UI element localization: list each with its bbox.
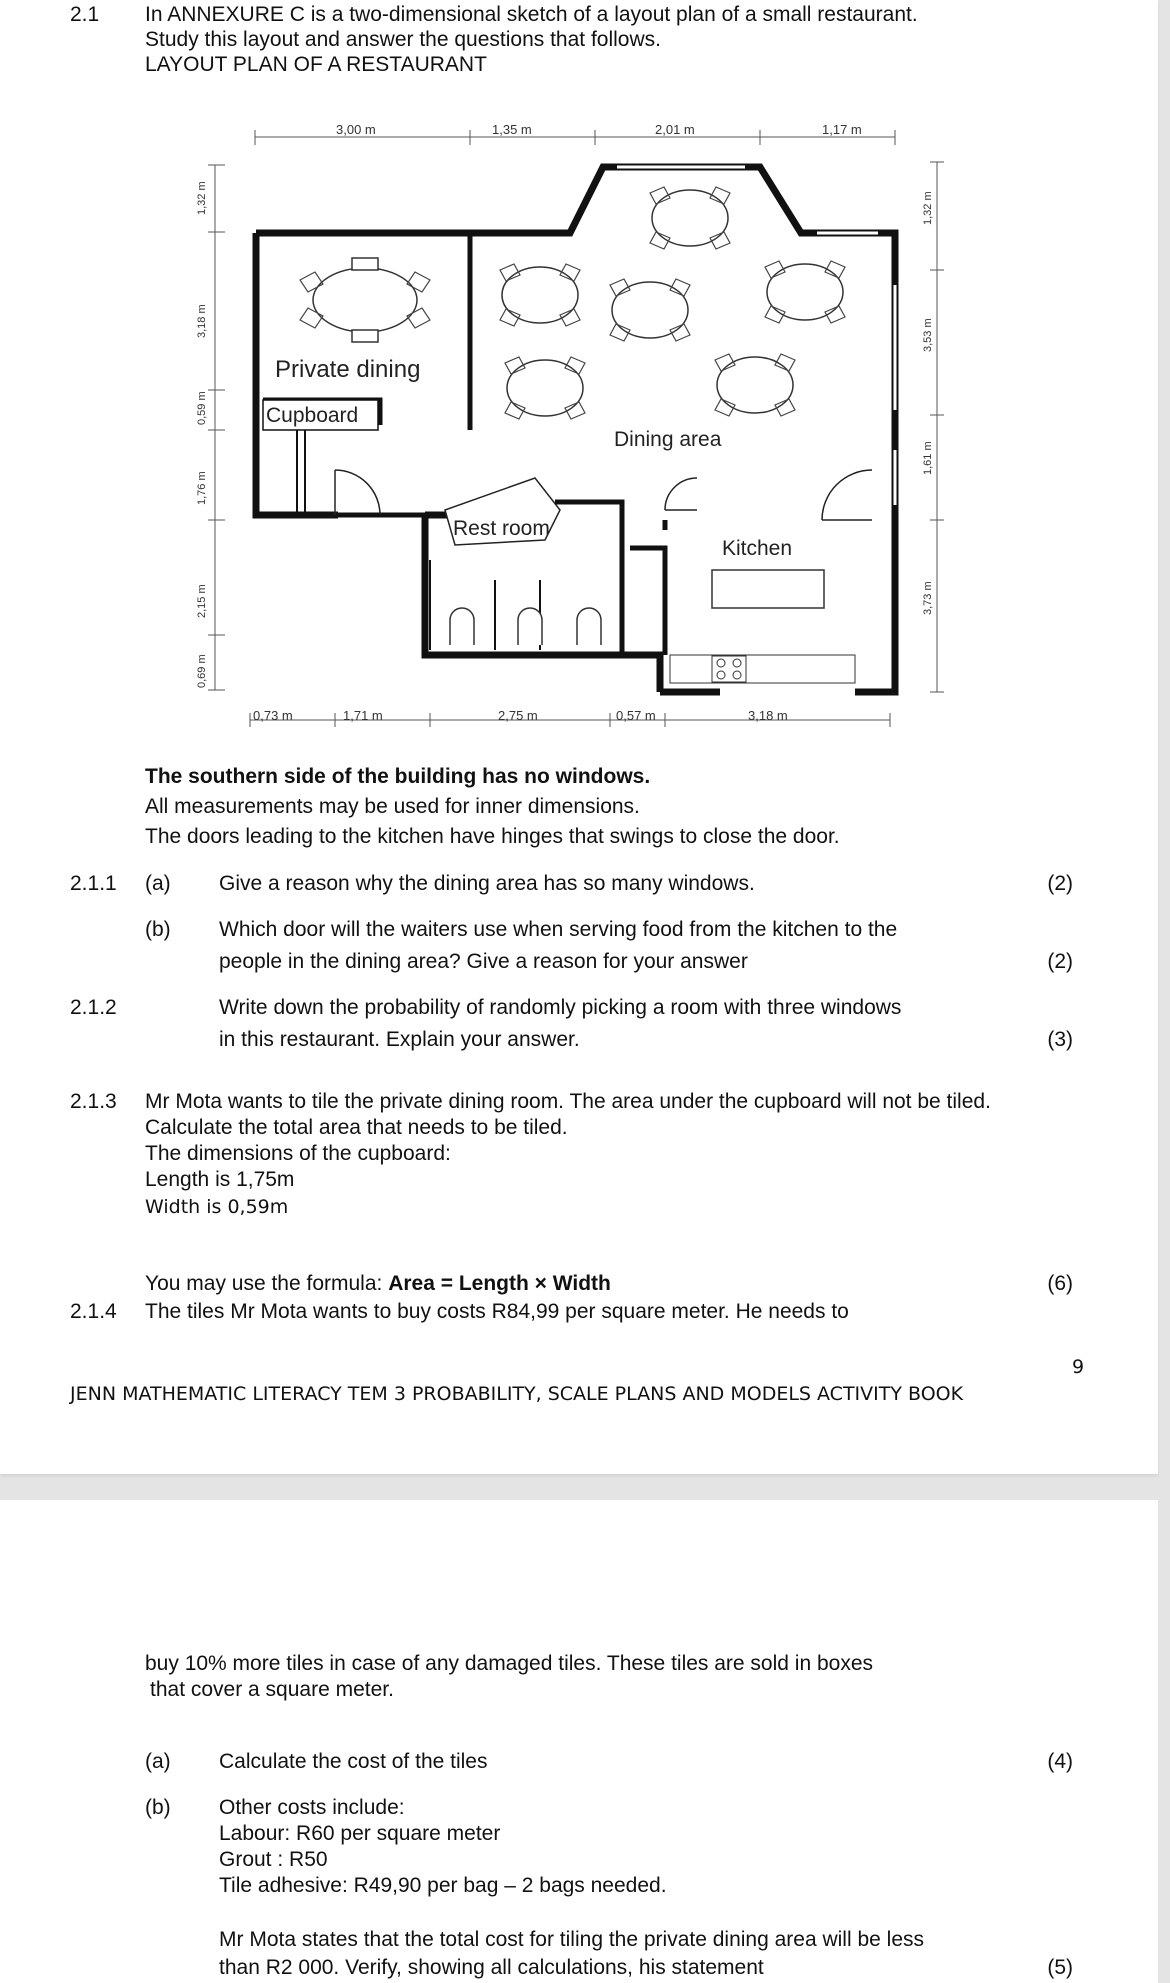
question-text: Mr Mota wants to tile the private dining room. The area under the cupboard will not be tiled. [145,1090,991,1113]
question-text: Labour: R60 per square meter [219,1822,501,1845]
question-text: Write down the probability of randomly picking a room with three windows [219,996,902,1019]
bottom-dim: 3,18 m [748,708,788,723]
marks: (5) [1047,1956,1073,1979]
room-label-dining-area: Dining area [614,428,722,451]
question-number: 2.1.4 [70,1300,117,1323]
left-dim: 0,69 m [196,654,208,688]
toilets [450,608,601,645]
left-dimension-lines [208,165,225,690]
top-dim: 2,01 m [655,122,695,137]
question-text: buy 10% more tiles in case of any damaged tiles. These tiles are sold in boxes [145,1652,874,1675]
formula: Area = Length × Width [388,1272,611,1295]
note-line: All measurements may be used for inner dimensions. [145,795,640,818]
room-label-private-dining: Private dining [275,356,421,383]
plan-title: LAYOUT PLAN OF A RESTAURANT [145,53,487,76]
marks: (6) [1047,1272,1073,1295]
question-text: Grout : R50 [219,1848,328,1871]
question-text: Mr Mota states that the total cost for tiling the private dining area will be less [219,1928,925,1951]
question-text: Tile adhesive: R49,90 per bag – 2 bags needed. [219,1874,667,1897]
room-label-kitchen: Kitchen [722,537,793,560]
question-text: people in the dining area? Give a reason for your answer [219,950,748,973]
bottom-dim: 0,73 m [253,708,293,723]
stove [712,656,746,682]
question-text: in this restaurant. Explain your answer. [219,1028,580,1051]
question-text: Other costs include: [219,1796,405,1819]
question-number: 2.1.2 [70,996,117,1019]
right-dim: 1,61 m [922,441,934,475]
left-dim: 1,76 m [196,471,208,505]
left-dim: 2,15 m [196,584,208,618]
kitchen-counter [712,570,824,608]
right-dim: 1,32 m [922,191,934,225]
question-text: Calculate the total area that needs to be tiled. [145,1116,568,1139]
note-bold: The southern side of the building has no windows. [145,765,651,788]
question-text: The tiles Mr Mota wants to buy costs R84,99 per square meter. He needs to [145,1300,849,1323]
room-label-cupboard: Cupboard [266,404,359,427]
subquestion-label: (a) [145,872,171,895]
question-text: Give a reason why the dining area has so many windows. [219,872,755,895]
question-text: Length is 1,75m [145,1168,295,1191]
question-text: Width is 0,59m [145,1196,289,1218]
top-dim: 1,17 m [822,122,862,137]
right-dim: 3,73 m [922,581,934,615]
doors [335,470,872,545]
question-text: that cover a square meter. [150,1678,394,1701]
right-dim: 3,53 m [922,318,934,352]
question-number: 2.1.1 [70,872,117,895]
page-2 [0,1500,1158,1983]
subquestion-label: (b) [145,1796,171,1819]
page-number: 9 [1072,1356,1085,1378]
subquestion-label: (a) [145,1750,171,1773]
intro-line: Study this layout and answer the questions that follows. [145,28,661,51]
marks: (3) [1047,1028,1073,1051]
left-dim: 3,18 m [196,304,208,338]
intro-line: In ANNEXURE C is a two-dimensional sketch of a layout plan of a small restaurant. [145,3,918,26]
question-number: 2.1 [70,3,100,26]
question-number: 2.1.3 [70,1090,117,1113]
left-dim: 0,59 m [196,391,208,425]
room-label-rest-room: Rest room [453,517,550,540]
left-dim: 1,32 m [196,181,208,215]
question-text: Which door will the waiters use when serving food from the kitchen to the [219,918,898,941]
top-dim: 3,00 m [336,122,376,137]
note-line: The doors leading to the kitchen have hinges that swings to close the door. [145,825,840,848]
formula-prefix: You may use the formula: [145,1272,389,1295]
question-text: than R2 000. Verify, showing all calculations, his statement [219,1956,764,1979]
footer-text: JENN MATHEMATIC LITERACY TEM 3 PROBABILITY, SCALE PLANS AND MODELS ACTIVITY BOOK [70,1383,964,1405]
marks: (2) [1047,950,1073,973]
bottom-dim: 0,57 m [616,708,656,723]
formula-line [145,1271,611,1296]
restaurant-floor-plan [0,0,1158,740]
bottom-dim: 2,75 m [498,708,538,723]
bottom-dim: 1,71 m [343,708,383,723]
subquestion-label: (b) [145,918,171,941]
question-text: Calculate the cost of the tiles [219,1750,488,1773]
marks: (4) [1047,1750,1073,1773]
question-text: The dimensions of the cupboard: [145,1142,451,1165]
kitchen-bench [670,655,855,683]
marks: (2) [1047,872,1073,895]
top-dim: 1,35 m [492,122,532,137]
